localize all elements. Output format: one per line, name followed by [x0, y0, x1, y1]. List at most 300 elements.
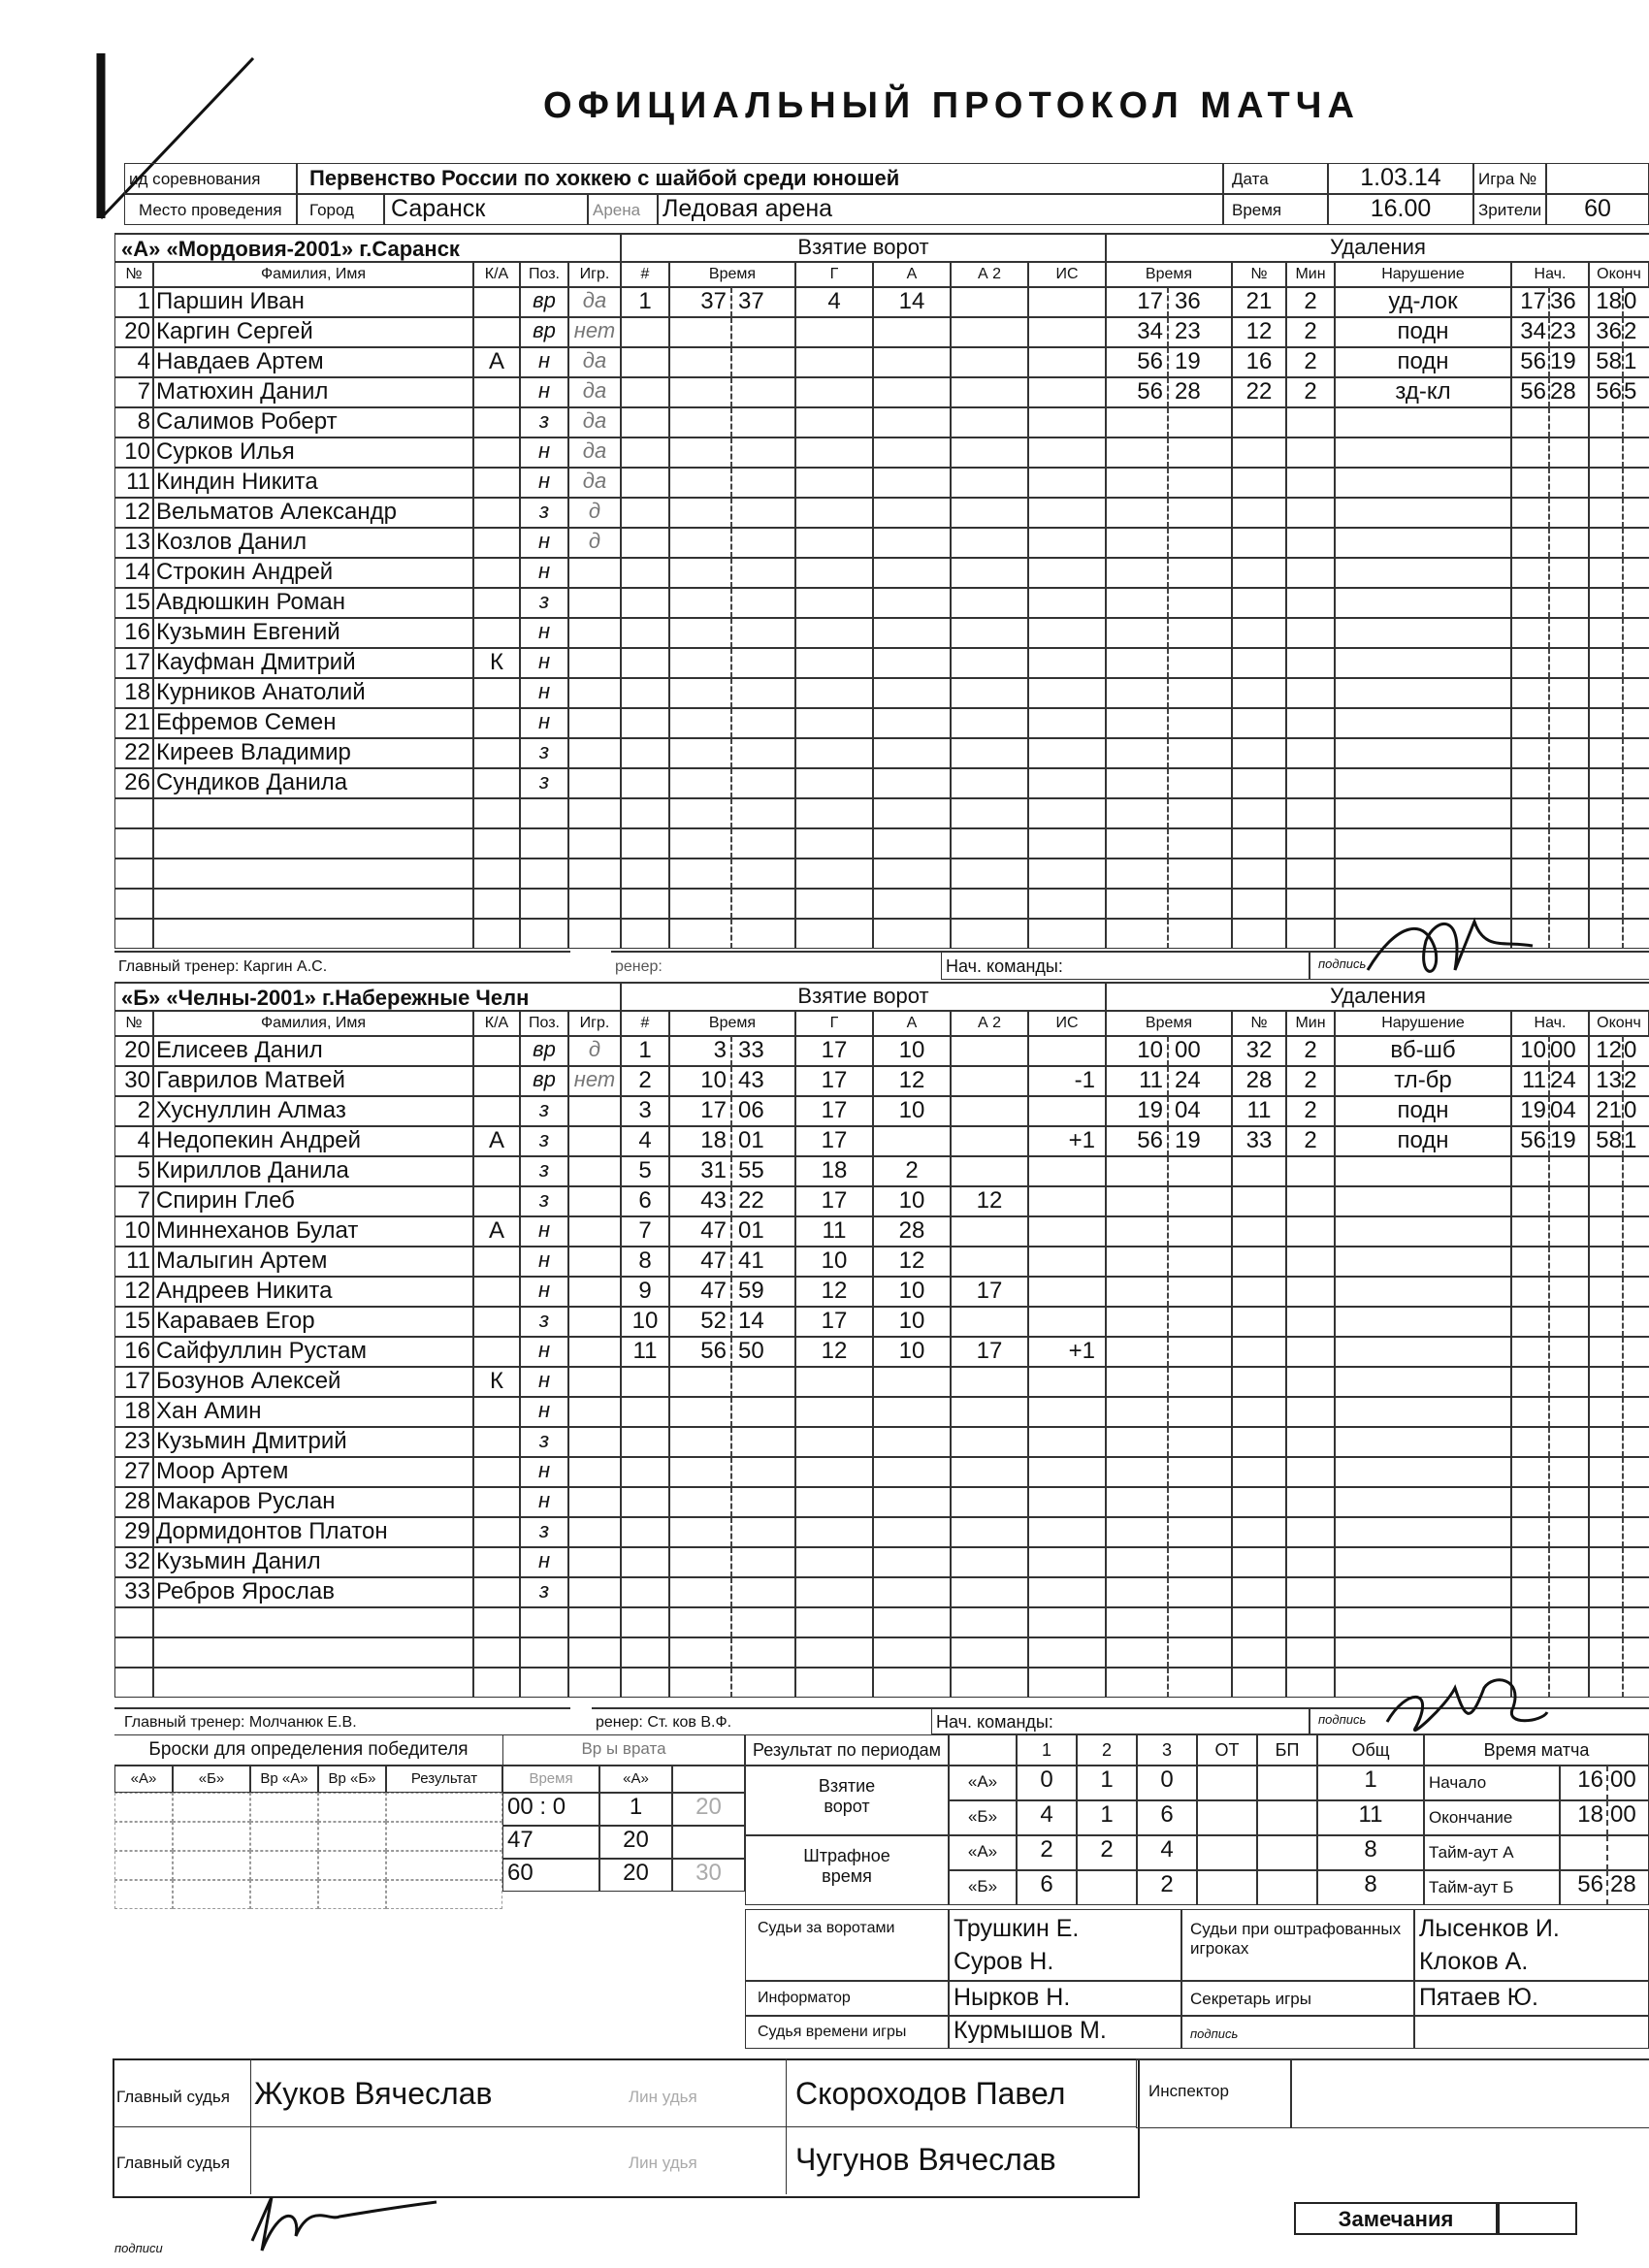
penalty-start-min — [1511, 768, 1550, 798]
penalty-end-sec — [1624, 588, 1649, 618]
penalty-second — [1169, 919, 1232, 949]
column-header: Поз. — [520, 1011, 568, 1036]
penalty-end-min — [1589, 437, 1624, 468]
goal-scorer: 12 — [795, 1277, 873, 1307]
penalty-player: 11 — [1232, 1096, 1286, 1126]
goal-second — [732, 1547, 795, 1577]
player-name: Елисеев Данил — [153, 1036, 473, 1066]
player-name: Авдюшкин Роман — [153, 588, 473, 618]
player-role — [473, 1186, 520, 1216]
goal-assist — [873, 407, 951, 437]
goal-number — [621, 798, 669, 828]
period-value: 2 — [1017, 1835, 1077, 1870]
player-position: н — [520, 618, 568, 648]
team-a-signature — [1358, 912, 1542, 989]
goal-strength — [1028, 588, 1106, 618]
ref-sign-label: подписи — [114, 2241, 163, 2255]
goal-strength — [1028, 859, 1106, 889]
penalty-minutes — [1286, 1487, 1335, 1517]
penalty-start-sec — [1550, 1517, 1589, 1547]
player-position: з — [520, 1126, 568, 1156]
goal-scorer — [795, 1577, 873, 1607]
column-header: Поз. — [520, 262, 568, 287]
penalty-violation — [1335, 1547, 1511, 1577]
shootout-cell — [250, 1851, 318, 1880]
player-position: н — [520, 678, 568, 708]
penalty-end-min — [1589, 678, 1624, 708]
penalty-violation — [1335, 648, 1511, 678]
penalty-end-sec — [1624, 407, 1649, 437]
shootout-cell — [250, 1793, 318, 1822]
city-label: Город — [297, 194, 384, 225]
penalty-start-min — [1511, 648, 1550, 678]
penalty-minutes — [1286, 859, 1335, 889]
player-played — [568, 1427, 621, 1457]
goal-scorer — [795, 798, 873, 828]
player-name: Паршин Иван — [153, 287, 473, 317]
penalty-end-min: 12 — [1589, 1036, 1624, 1066]
spect-value: 60 — [1546, 194, 1649, 225]
penalty-player — [1232, 407, 1286, 437]
player-name: Кауфман Дмитрий — [153, 648, 473, 678]
goal-scorer — [795, 498, 873, 528]
match-time-h — [1560, 1835, 1608, 1870]
penalty-minutes: 2 — [1286, 377, 1335, 407]
period-value: 6 — [1017, 1870, 1077, 1905]
penalty-player — [1232, 1216, 1286, 1247]
player-number — [114, 1637, 153, 1668]
penalty-start-min — [1511, 1457, 1550, 1487]
penalty-start-min — [1511, 1277, 1550, 1307]
penalty-violation — [1335, 768, 1511, 798]
goal-strength — [1028, 1577, 1106, 1607]
period-value: 6 — [1137, 1800, 1197, 1835]
player-name: Сайфуллин Рустам — [153, 1337, 473, 1367]
penalty-minute — [1106, 828, 1169, 859]
penalty-second — [1169, 768, 1232, 798]
player-name: Ребров Ярослав — [153, 1577, 473, 1607]
goal-scorer — [795, 468, 873, 498]
penalty-minute — [1106, 618, 1169, 648]
shootout-cell — [114, 1793, 173, 1822]
player-role — [473, 919, 520, 949]
period-header: 3 — [1137, 1734, 1197, 1766]
penalty-second — [1169, 1487, 1232, 1517]
penalty-minutes — [1286, 1517, 1335, 1547]
goalie-a: 20 — [599, 1826, 672, 1859]
penalty-second — [1169, 1156, 1232, 1186]
penalty-start-sec — [1550, 798, 1589, 828]
period-value: 1 — [1317, 1766, 1424, 1800]
player-name: Спирин Глеб — [153, 1186, 473, 1216]
penalty-second — [1169, 468, 1232, 498]
player-number: 17 — [114, 1367, 153, 1397]
player-number: 5 — [114, 1156, 153, 1186]
goal-minute — [669, 558, 732, 588]
player-role — [473, 528, 520, 558]
player-role — [473, 889, 520, 919]
player-position: н — [520, 1216, 568, 1247]
player-name: Андреев Никита — [153, 1277, 473, 1307]
goal-second — [732, 798, 795, 828]
goal-assist — [873, 919, 951, 949]
penalty-end-sec — [1624, 558, 1649, 588]
goal-number — [621, 1607, 669, 1637]
penalty-violation — [1335, 407, 1511, 437]
column-header: Г — [795, 262, 873, 287]
player-number — [114, 798, 153, 828]
date-label: Дата — [1223, 163, 1328, 194]
penalty-second: 28 — [1169, 377, 1232, 407]
penalty-start-sec: 24 — [1550, 1066, 1589, 1096]
player-played — [568, 1457, 621, 1487]
shootout-cell — [250, 1880, 318, 1909]
player-name: Каргин Сергей — [153, 317, 473, 347]
column-header: Нарушение — [1335, 262, 1511, 287]
player-role: К — [473, 1367, 520, 1397]
player-role — [473, 1637, 520, 1668]
penalty-minute — [1106, 768, 1169, 798]
penalty-second — [1169, 1427, 1232, 1457]
penalty-minutes — [1286, 678, 1335, 708]
player-name: Навдаев Артем — [153, 347, 473, 377]
city-value: Саранск — [384, 194, 588, 225]
player-number: 33 — [114, 1577, 153, 1607]
penalty-second: 00 — [1169, 1036, 1232, 1066]
column-header: Время — [1106, 1011, 1232, 1036]
player-name: Курников Анатолий — [153, 678, 473, 708]
goal-assist — [873, 1547, 951, 1577]
goal-judge-2: Суров Н. — [954, 1948, 1054, 1975]
player-played — [568, 859, 621, 889]
penalty-violation — [1335, 1517, 1511, 1547]
goal-number: 8 — [621, 1247, 669, 1277]
penalty-start-sec — [1550, 738, 1589, 768]
goal-assist2 — [951, 1427, 1028, 1457]
player-played: да — [568, 468, 621, 498]
penalty-end-sec — [1624, 528, 1649, 558]
penalty-start-min — [1511, 528, 1550, 558]
period-value: 8 — [1317, 1870, 1424, 1905]
goal-number — [621, 437, 669, 468]
goal-strength: -1 — [1028, 1066, 1106, 1096]
player-played — [568, 738, 621, 768]
penalty-minutes — [1286, 1337, 1335, 1367]
penalty-end-min — [1589, 798, 1624, 828]
goal-second — [732, 1367, 795, 1397]
penalty-violation — [1335, 498, 1511, 528]
goal-scorer — [795, 588, 873, 618]
goal-number: 4 — [621, 1126, 669, 1156]
penalty-end-sec: 2 — [1624, 317, 1649, 347]
player-position: з — [520, 588, 568, 618]
penalty-player — [1232, 708, 1286, 738]
penalty-start-min — [1511, 1216, 1550, 1247]
player-played — [568, 1337, 621, 1367]
penalty-violation — [1335, 738, 1511, 768]
goal-minute: 47 — [669, 1247, 732, 1277]
penalty-end-sec: 0 — [1624, 1096, 1649, 1126]
player-played: да — [568, 437, 621, 468]
player-played — [568, 1607, 621, 1637]
match-time-m: 28 — [1608, 1870, 1649, 1905]
goal-second: 22 — [732, 1186, 795, 1216]
column-header: А — [873, 262, 951, 287]
goalie-b — [672, 1826, 745, 1859]
penalty-second — [1169, 738, 1232, 768]
penalty-end-min — [1589, 558, 1624, 588]
penalty-minute — [1106, 1427, 1169, 1457]
player-position: з — [520, 1307, 568, 1337]
penalty-end-min — [1589, 1487, 1624, 1517]
penalty-player — [1232, 1668, 1286, 1698]
goal-second — [732, 1607, 795, 1637]
line1-name: Скороходов Павел — [795, 2076, 1066, 2111]
player-played — [568, 1668, 621, 1698]
penalty-second: 19 — [1169, 1126, 1232, 1156]
goal-second — [732, 1427, 795, 1457]
player-played: д — [568, 528, 621, 558]
penalty-player: 12 — [1232, 317, 1286, 347]
goal-number: 1 — [621, 287, 669, 317]
penalty-end-sec — [1624, 1367, 1649, 1397]
player-played — [568, 1277, 621, 1307]
goal-second — [732, 828, 795, 859]
period-value: 0 — [1137, 1766, 1197, 1800]
goal-strength — [1028, 347, 1106, 377]
penalty-second — [1169, 1186, 1232, 1216]
penalty-start-sec — [1550, 708, 1589, 738]
goal-number — [621, 1367, 669, 1397]
goal-assist2: 17 — [951, 1337, 1028, 1367]
goal-minute — [669, 738, 732, 768]
penalty-second — [1169, 859, 1232, 889]
penalty-minutes — [1286, 919, 1335, 949]
penalty-second — [1169, 1577, 1232, 1607]
penalty-violation — [1335, 1577, 1511, 1607]
penalty-minute — [1106, 468, 1169, 498]
player-position: н — [520, 1397, 568, 1427]
goal-second — [732, 528, 795, 558]
goal-minute — [669, 528, 732, 558]
goal-judges-label: Судьи за воротами — [745, 1909, 949, 1981]
player-position: н — [520, 1247, 568, 1277]
period-team-mark: «Б» — [949, 1800, 1017, 1835]
penalty-start-sec — [1550, 859, 1589, 889]
column-header: Игр. — [568, 1011, 621, 1036]
date-value: 1.03.14 — [1328, 163, 1473, 194]
goal-scorer: 12 — [795, 1337, 873, 1367]
penalty-start-min — [1511, 437, 1550, 468]
player-played — [568, 1637, 621, 1668]
player-role — [473, 1457, 520, 1487]
player-played: да — [568, 407, 621, 437]
goal-assist — [873, 1397, 951, 1427]
goal-second — [732, 618, 795, 648]
player-number: 18 — [114, 678, 153, 708]
penalty-player — [1232, 588, 1286, 618]
player-name: Дормидонтов Платон — [153, 1517, 473, 1547]
goal-second: 01 — [732, 1216, 795, 1247]
penalty-violation — [1335, 1367, 1511, 1397]
goalie-a: 1 — [599, 1793, 672, 1826]
player-number: 18 — [114, 1397, 153, 1427]
periods-title: Результат по периодам — [745, 1734, 949, 1766]
goal-number: 5 — [621, 1156, 669, 1186]
player-role — [473, 1247, 520, 1277]
player-played — [568, 588, 621, 618]
player-name: Малыгин Артем — [153, 1247, 473, 1277]
goal-minute — [669, 1427, 732, 1457]
informer-name: Нырков Н. — [949, 1981, 1181, 2016]
penalty-start-sec — [1550, 1668, 1589, 1698]
penalty-end-sec — [1624, 1397, 1649, 1427]
player-played — [568, 708, 621, 738]
player-position — [520, 798, 568, 828]
column-header: Оконч — [1589, 1011, 1649, 1036]
goal-second: 50 — [732, 1337, 795, 1367]
penalty-violation — [1335, 1397, 1511, 1427]
penalty-violation — [1335, 1156, 1511, 1186]
player-number: 21 — [114, 708, 153, 738]
penalty-violation: зд-кл — [1335, 377, 1511, 407]
goal-scorer — [795, 889, 873, 919]
goal-scorer — [795, 919, 873, 949]
goal-scorer — [795, 678, 873, 708]
player-played — [568, 768, 621, 798]
goal-assist2 — [951, 1577, 1028, 1607]
penalty-end-min — [1589, 1457, 1624, 1487]
penalty-violation — [1335, 798, 1511, 828]
shootout-cell — [318, 1880, 386, 1909]
player-name — [153, 1668, 473, 1698]
penalty-end-min — [1589, 828, 1624, 859]
goal-strength — [1028, 1096, 1106, 1126]
goal-number — [621, 1427, 669, 1457]
goal-assist2 — [951, 798, 1028, 828]
penalty-start-sec: 36 — [1550, 287, 1589, 317]
periods-corner — [949, 1734, 1017, 1766]
penalty-start-min — [1511, 1307, 1550, 1337]
penalty-minutes — [1286, 498, 1335, 528]
ref-vline1 — [250, 2058, 251, 2194]
player-number: 10 — [114, 437, 153, 468]
penalty-violation — [1335, 468, 1511, 498]
penalty-start-sec — [1550, 498, 1589, 528]
goal-assist2 — [951, 1487, 1028, 1517]
period-value — [1257, 1870, 1317, 1905]
goal-minute — [669, 798, 732, 828]
penalty-end-sec — [1624, 498, 1649, 528]
player-name: Киндин Никита — [153, 468, 473, 498]
player-role — [473, 1487, 520, 1517]
match-time-m: 00 — [1608, 1766, 1649, 1800]
goal-strength — [1028, 1457, 1106, 1487]
penalty-minutes: 2 — [1286, 347, 1335, 377]
goal-assist2 — [951, 437, 1028, 468]
player-number — [114, 919, 153, 949]
column-header: А 2 — [951, 1011, 1028, 1036]
goal-minute — [669, 1457, 732, 1487]
penalty-start-sec — [1550, 1367, 1589, 1397]
penalty-minute — [1106, 1637, 1169, 1668]
player-name: Хан Амин — [153, 1397, 473, 1427]
penalty-end-min: 58 — [1589, 1126, 1624, 1156]
goal-number — [621, 1577, 669, 1607]
goal-assist2 — [951, 1668, 1028, 1698]
goal-number: 2 — [621, 1066, 669, 1096]
player-name — [153, 828, 473, 859]
shootout-col-header: Результат — [386, 1766, 502, 1793]
shootout-col-header: «А» — [114, 1766, 173, 1793]
goal-assist2 — [951, 528, 1028, 558]
goal-assist — [873, 1517, 951, 1547]
goal-strength — [1028, 1277, 1106, 1307]
goal-assist — [873, 1637, 951, 1668]
officials-sign — [1414, 2016, 1649, 2049]
goal-number: 7 — [621, 1216, 669, 1247]
goals-title: Взятие ворот — [621, 982, 1106, 1011]
player-name: Сундиков Данила — [153, 768, 473, 798]
penalty-player — [1232, 1487, 1286, 1517]
penalty-second — [1169, 1668, 1232, 1698]
player-role — [473, 287, 520, 317]
player-role — [473, 1096, 520, 1126]
period-value — [1197, 1835, 1257, 1870]
player-played — [568, 1307, 621, 1337]
penalty-start-sec: 04 — [1550, 1096, 1589, 1126]
period-header: ОТ — [1197, 1734, 1257, 1766]
goal-assist2 — [951, 1307, 1028, 1337]
goal-number — [621, 768, 669, 798]
goal-scorer: 17 — [795, 1307, 873, 1337]
penalty-minute — [1106, 1367, 1169, 1397]
penalty-second — [1169, 1397, 1232, 1427]
penalty-start-min — [1511, 828, 1550, 859]
goal-second: 33 — [732, 1036, 795, 1066]
penalty-start-min: 10 — [1511, 1036, 1550, 1066]
penalty-start-sec — [1550, 1427, 1589, 1457]
penalties-title: Удаления — [1106, 982, 1649, 1011]
penalty-start-sec — [1550, 1216, 1589, 1247]
penalty-start-min — [1511, 859, 1550, 889]
goal-assist — [873, 768, 951, 798]
goal-scorer — [795, 377, 873, 407]
penalty-minutes — [1286, 558, 1335, 588]
penalty-violation — [1335, 1607, 1511, 1637]
period-value: 1 — [1077, 1766, 1137, 1800]
goal-assist — [873, 1367, 951, 1397]
penalty-end-sec — [1624, 798, 1649, 828]
goal-scorer — [795, 407, 873, 437]
goal-scorer: 17 — [795, 1066, 873, 1096]
player-position — [520, 1637, 568, 1668]
player-name — [153, 1637, 473, 1668]
penalty-minute — [1106, 1307, 1169, 1337]
goal-number: 11 — [621, 1337, 669, 1367]
penalty-second — [1169, 558, 1232, 588]
player-role — [473, 1668, 520, 1698]
match-time-label: Тайм-аут Б — [1424, 1870, 1560, 1905]
goal-assist — [873, 859, 951, 889]
penalty-violation — [1335, 1337, 1511, 1367]
penalty-end-min — [1589, 498, 1624, 528]
goal-assist — [873, 377, 951, 407]
goal-second — [732, 468, 795, 498]
penalty-end-sec — [1624, 1216, 1649, 1247]
penalty-minutes — [1286, 1668, 1335, 1698]
player-name: Вельматов Александр — [153, 498, 473, 528]
